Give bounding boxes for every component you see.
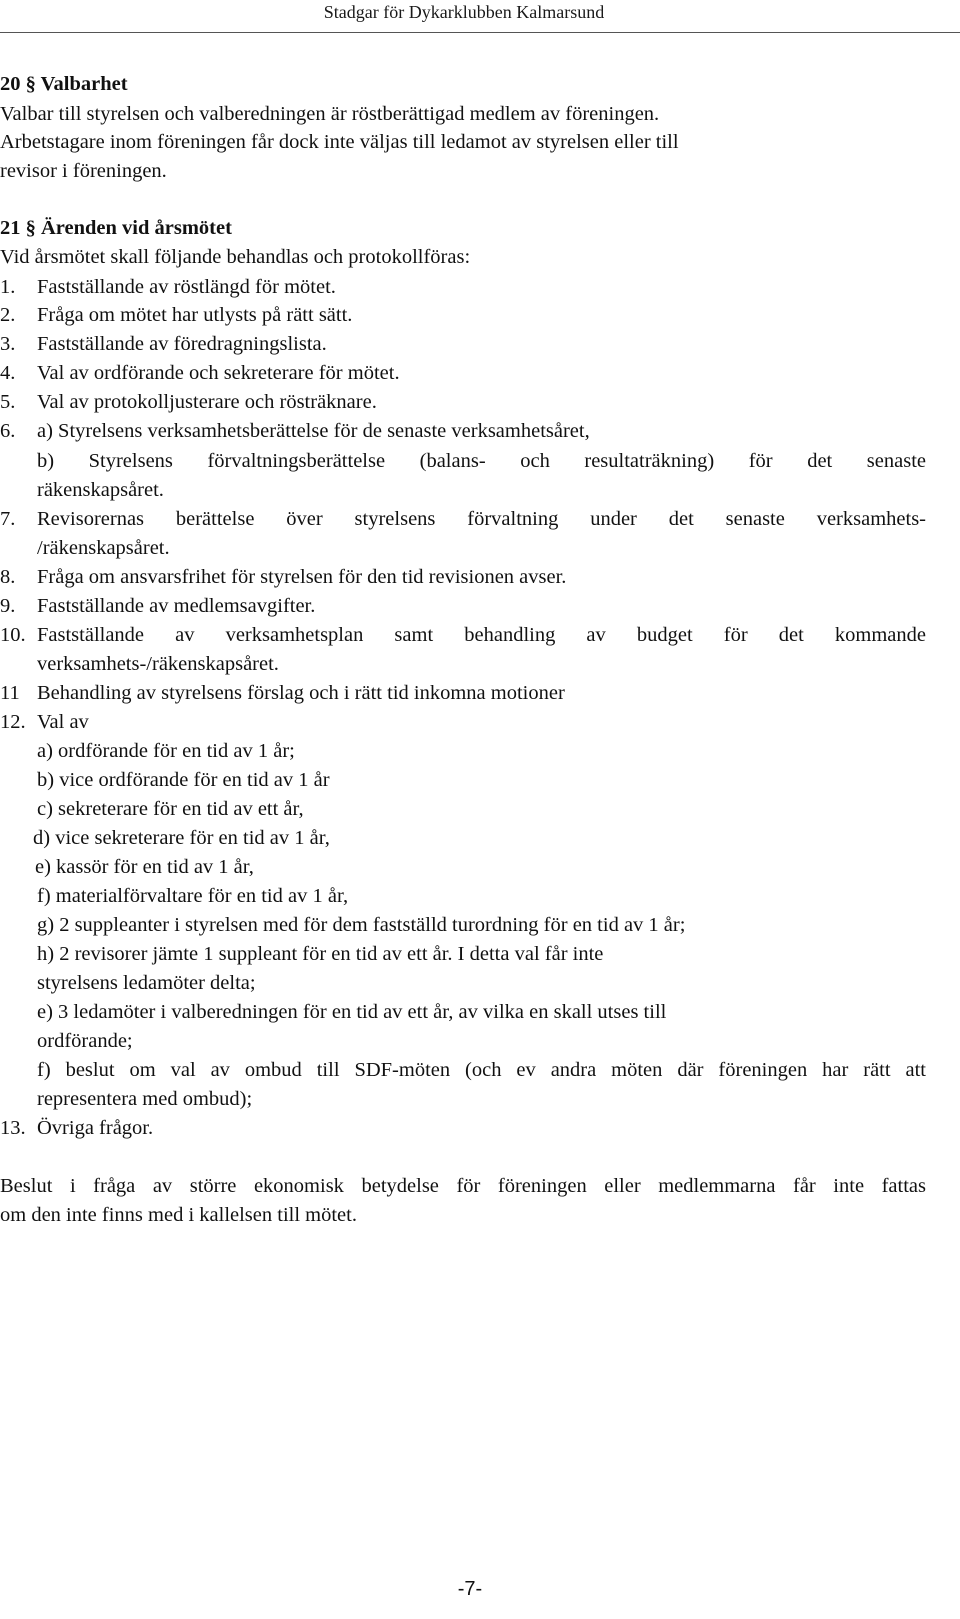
list-item-number: 4. (0, 362, 16, 384)
list-item-text: Fastställande av verksamhetsplan samt behandling av budget för det kommande (37, 624, 926, 646)
sub-item: e) kassör för en tid av 1 år, (35, 856, 254, 878)
list-item-number: 13. (0, 1117, 26, 1139)
sub-item: representera med ombud); (37, 1088, 253, 1110)
list-item-text: Fastställande av föredragningslista. (37, 333, 327, 355)
list-item-text: Val av ordförande och sekreterare för mötet. (37, 362, 400, 384)
list-item-number: 11 (0, 682, 20, 704)
sub-item: b) vice ordförande för en tid av 1 år (37, 769, 330, 791)
header-divider (0, 32, 960, 33)
list-item-text: Fråga om mötet har utlysts på rätt sätt. (37, 304, 353, 326)
sub-item: styrelsens ledamöter delta; (37, 972, 256, 994)
list-item-text: Val av (37, 711, 89, 733)
sub-item: e) 3 ledamöter i valberedningen för en tid av ett år, av vilka en skall utses till (37, 1001, 667, 1023)
sub-item: h) 2 revisorer jämte 1 suppleant för en tid av ett år. I detta val får inte (37, 943, 604, 965)
closing-paragraph-line: Beslut i fråga av större ekonomisk betydelse för föreningen eller medlemmarna får inte fattas (0, 1175, 926, 1197)
list-item-number: 1. (0, 276, 16, 298)
section-21-heading: 21 § Ärenden vid årsmötet (0, 217, 232, 239)
closing-paragraph-line: om den inte finns med i kallelsen till mötet. (0, 1204, 357, 1226)
list-item-text: Fastställande av röstlängd för mötet. (37, 276, 336, 298)
list-item-number: 2. (0, 304, 16, 326)
sub-item: a) ordförande för en tid av 1 år; (37, 740, 295, 762)
list-item-text: verksamhets-/räkenskapsåret. (37, 653, 279, 675)
list-item-number: 12. (0, 711, 26, 733)
list-item-number: 9. (0, 595, 16, 617)
list-item-text: räkenskapsåret. (37, 479, 164, 501)
list-item-number: 10. (0, 624, 26, 646)
section-20-line: revisor i föreningen. (0, 160, 167, 182)
page-header-title: Stadgar för Dykarklubben Kalmarsund (323, 2, 605, 22)
list-item-text: Övriga frågor. (37, 1117, 154, 1139)
list-item-text: Fastställande av medlemsavgifter. (37, 595, 316, 617)
section-20-line: Valbar till styrelsen och valberedningen är röstberättigad medlem av föreningen. (0, 103, 660, 125)
section-20-line: Arbetstagare inom föreningen får dock inte väljas till ledamot av styrelsen eller till (0, 131, 679, 153)
page-number: -7- (457, 1578, 483, 1600)
list-item-text: Revisorernas berättelse över styrelsens förvaltning under det senaste verksamhets- (37, 508, 926, 530)
sub-item: f) materialförvaltare för en tid av 1 år, (37, 885, 349, 907)
sub-item: c) sekreterare för en tid av ett år, (37, 798, 304, 820)
sub-item: d) vice sekreterare för en tid av 1 år, (33, 827, 330, 849)
list-item-text: a) Styrelsens verksamhetsberättelse för de senaste verksamhetsåret, (37, 420, 590, 442)
sub-item: f) beslut om val av ombud till SDF-möten (och ev andra möten där föreningen har rätt att (37, 1059, 926, 1081)
list-item-number: 6. (0, 420, 16, 442)
section-20-heading: 20 § Valbarhet (0, 73, 128, 95)
list-item-text: b) Styrelsens förvaltningsberättelse (balans- och resultaträkning) för det senaste (37, 450, 926, 472)
sub-item: g) 2 suppleanter i styrelsen med för dem fastställd turordning för en tid av 1 år; (37, 914, 686, 936)
list-item-text: Val av protokolljusterare och rösträknare. (37, 391, 377, 413)
list-item-text: /räkenskapsåret. (37, 537, 170, 559)
list-item-text: Behandling av styrelsens förslag och i rätt tid inkomna motioner (37, 682, 565, 704)
list-item-number: 5. (0, 391, 16, 413)
section-21-intro: Vid årsmötet skall följande behandlas och protokollföras: (0, 246, 471, 268)
list-item-number: 8. (0, 566, 16, 588)
list-item-number: 3. (0, 333, 16, 355)
list-item-text: Fråga om ansvarsfrihet för styrelsen för den tid revisionen avser. (37, 566, 567, 588)
sub-item: ordförande; (37, 1030, 133, 1052)
list-item-number: 7. (0, 508, 16, 530)
